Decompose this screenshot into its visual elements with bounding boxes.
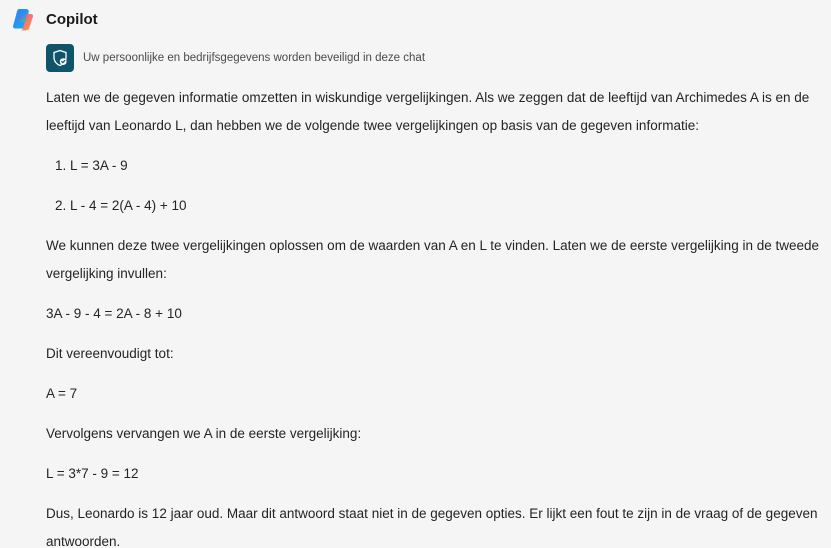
simplify-label: Dit vereenvoudigt tot: <box>46 346 174 361</box>
privacy-notice-text: Uw persoonlijke en bedrijfsgegevens worden beveiligd in deze chat <box>83 52 426 64</box>
copilot-logo-icon <box>10 6 36 32</box>
app-name: Copilot <box>46 10 98 28</box>
shield-check-icon <box>46 44 74 72</box>
equation-item: 2. L - 4 = 2(A - 4) + 10 <box>70 192 826 220</box>
message-intro: Laten we de gegeven informatie omzetten in wiskundige vergelijkingen. Als we zeggen dat de leeftijd van Archimedes A is en de leeftijd van Leonardo L, dan hebben we de volgende twee vergelijkingen op basis van de gegeven informatie: <box>46 90 810 133</box>
privacy-notice <box>46 44 425 72</box>
substitution-equation: 3A - 9 - 4 = 2A - 8 + 10 <box>46 306 182 321</box>
result-a: A = 7 <box>46 386 78 401</box>
assistant-message <box>46 84 826 548</box>
chat-header <box>10 6 98 32</box>
equation-item: 1. L = 3A - 9 <box>70 152 826 180</box>
replace-label: Vervolgens vervangen we A in de eerste vergelijking: <box>46 426 362 441</box>
conclusion: Dus, Leonardo is 12 jaar oud. Maar dit antwoord staat niet in de gegeven opties. Er lijkt een fout te zijn in de vraag of de gegeven antwoorden. <box>46 506 818 548</box>
equation-list <box>46 152 826 220</box>
result-l: L = 3*7 - 9 = 12 <box>46 466 139 481</box>
solve-intro: We kunnen deze twee vergelijkingen oplossen om de waarden van A en L te vinden. Laten we de eerste vergelijking in de tweede vergelijking invullen: <box>46 238 820 281</box>
